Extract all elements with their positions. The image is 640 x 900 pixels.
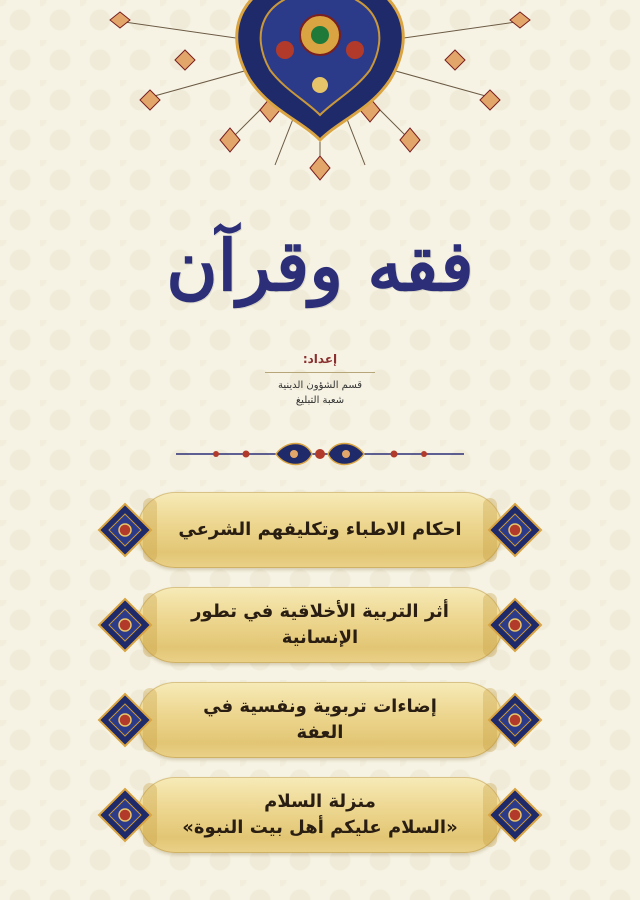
- prepared-by-label: إعداد:: [302, 352, 338, 366]
- topic-line-1: أثر التربية الأخلاقية في تطور: [191, 601, 449, 622]
- banner-ornament-icon: [95, 500, 155, 560]
- topic-title: [165, 583, 475, 667]
- topic-line-2: الإنسانية: [281, 627, 359, 648]
- credits-block: [220, 352, 420, 408]
- banner-ornament-icon: [485, 500, 545, 560]
- topic-banner-1[interactable]: [95, 488, 545, 572]
- topic-title: [165, 773, 475, 857]
- topic-line-2: العفة: [296, 722, 344, 743]
- section-name: شعبة التبليغ: [295, 395, 345, 406]
- credits-rule: [265, 372, 375, 373]
- banner-ornament-icon: [95, 785, 155, 845]
- topic-line-2: «السلام عليكم أهل بيت النبوة»: [182, 817, 458, 838]
- department-name: قسم الشؤون الدينية: [277, 380, 363, 391]
- banner-ornament-icon: [95, 595, 155, 655]
- topic-title: [165, 488, 475, 572]
- banner-ornament-icon: [485, 785, 545, 845]
- ornamental-divider: [176, 436, 464, 472]
- topic-banner-2[interactable]: [95, 583, 545, 667]
- banner-ornament-icon: [485, 595, 545, 655]
- topic-line-1: منزلة السلام: [264, 791, 376, 812]
- page-title: فقه وقرآن: [166, 223, 474, 307]
- topic-line-1: احكام الاطباء وتكليفهم الشرعي: [178, 519, 462, 540]
- banner-ornament-icon: [485, 690, 545, 750]
- topic-title: [165, 678, 475, 762]
- topic-banner-4[interactable]: [95, 773, 545, 857]
- banner-ornament-icon: [95, 690, 155, 750]
- topic-banner-3[interactable]: [95, 678, 545, 762]
- topic-line-1: إضاءات تربوية ونفسية في: [203, 696, 437, 717]
- rosette-ornament: [80, 0, 560, 190]
